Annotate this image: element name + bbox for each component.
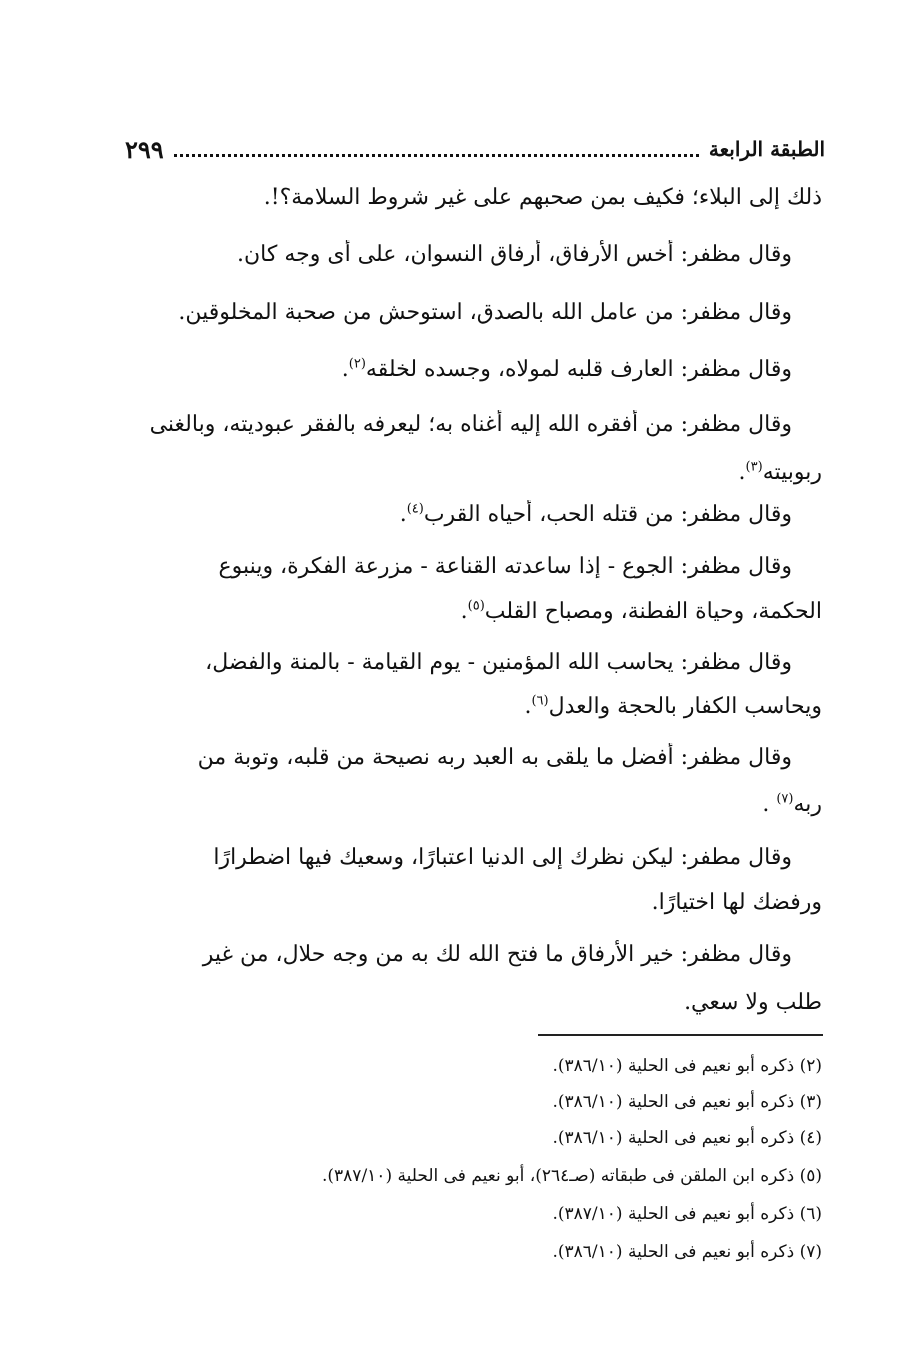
body-line: وقال مطفر: ليكن نظرك إلى الدنيا اعتبارًا، وسعيك فيها اضطرارًا: [213, 845, 792, 870]
body-line: وقال مظفر: من عامل الله بالصدق، استوحش من صحبة المخلوقين.: [178, 300, 792, 325]
body-line: طلب ولا سعي.: [684, 990, 822, 1015]
chapter-title: الطبقة الرابعة: [708, 137, 825, 161]
footnote-ref: (٣): [745, 459, 763, 475]
footnote-ref: (٧): [776, 791, 794, 807]
body-line: الحكمة، وحياة الفطنة، ومصباح القلب$^{(٥)}$.: [460, 598, 822, 624]
body-line: ورفضك لها اختيارًا.: [651, 890, 822, 915]
footnote: (٦) ذكره أبو نعيم فى الحلية (٣٨٧/١٠).: [552, 1204, 822, 1224]
footnote: (٣) ذكره أبو نعيم فى الحلية (٣٨٦/١٠).: [552, 1092, 822, 1112]
running-header: [125, 134, 825, 164]
footnote-ref: (٥): [467, 598, 485, 614]
body-line: وقال مظفر: من أفقره الله إليه أغناه به؛ ليعرفه بالفقر عبوديته، وبالغنى: [149, 412, 792, 437]
footnote-ref: (٤): [406, 501, 424, 517]
body-line: وقال مظفر: يحاسب الله المؤمنين - يوم القيامة - بالمنة والفضل،: [205, 650, 792, 675]
footnote: (٤) ذكره أبو نعيم فى الحلية (٣٨٦/١٠).: [552, 1128, 822, 1148]
footnote: (٢) ذكره أبو نعيم فى الحلية (٣٨٦/١٠).: [552, 1056, 822, 1076]
page-number: ٢٩٩: [125, 134, 164, 164]
body-line: ربوبيته$^{(٣)}$.: [738, 459, 822, 485]
body-line: وقال مظفر: العارف قلبه لمولاه، وجسده لخلقه$^{(٢)}$.: [341, 356, 792, 382]
footnote: (٥) ذكره ابن الملقن فى طبقاته (صـ٢٦٤)، أبو نعيم فى الحلية (٣٨٧/١٠).: [322, 1166, 822, 1186]
body-line: ربه$^{(٧)}$ .: [762, 791, 822, 817]
footnote-ref: (٢): [348, 356, 366, 372]
footnote: (٧) ذكره أبو نعيم فى الحلية (٣٨٦/١٠).: [552, 1242, 822, 1262]
header-dot-leader: [174, 142, 699, 157]
body-line: وقال مظفر: أفضل ما يلقى به العبد ربه نصيحة من قلبه، وتوبة من: [197, 745, 792, 770]
body-line: ويحاسب الكفار بالحجة والعدل$^{(٦)}$.: [524, 693, 822, 719]
body-line: وقال مظفر: الجوع - إذا ساعدته القناعة - مزرعة الفكرة، وينبوع: [218, 554, 792, 579]
body-line: ذلك إلى البلاء؛ فكيف بمن صحبهم على غير شروط السلامة؟!.: [263, 185, 822, 210]
footnote-separator: [538, 1034, 823, 1036]
body-line: وقال مظفر: من قتله الحب، أحياه القرب$^{(٤)}$.: [399, 501, 792, 527]
body-line: وقال مظفر: أخس الأرفاق، أرفاق النسوان، على أى وجه كان.: [237, 242, 792, 267]
footnote-ref: (٦): [531, 693, 549, 709]
body-line: وقال مظفر: خير الأرفاق ما فتح الله لك به من وجه حلال، من غير: [202, 942, 792, 967]
